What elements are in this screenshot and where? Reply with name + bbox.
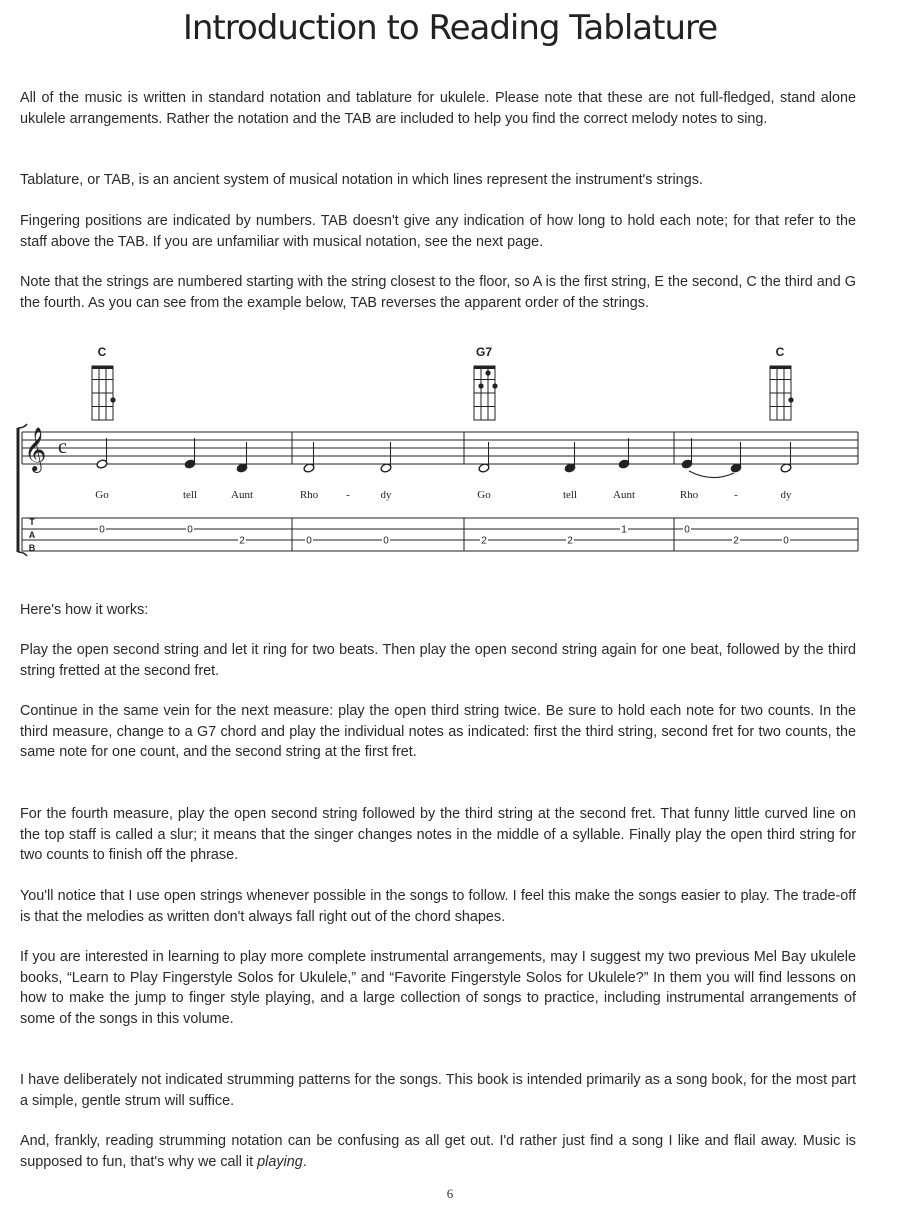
lyrics: [95, 489, 792, 501]
chord-label-c-2: C: [775, 345, 785, 359]
lyric-syllable: Go: [95, 489, 109, 501]
tab-number: 0: [99, 524, 105, 536]
chord-diagram-c-2: [770, 366, 794, 420]
closing-end: .: [302, 1153, 307, 1170]
standard-staff: [22, 432, 858, 464]
paragraph-fourth-measure: For the fourth measure, play the open second string followed by the third string at the second fret. That funny little curved line on the top staff is called a slur; it means that the singer changes notes in the middle of a syllable. Finally play the open third string for two counts to finish off the phrase.: [20, 806, 856, 863]
tab-number: 0: [684, 524, 690, 536]
paragraph-string-order: Note that the strings are numbered starting with the string closest to the floor, so A is the first string, E the second, C the third and G the fourth. As you can see from the example below, TAB reverses the apparent order of the strings.: [20, 274, 856, 311]
paragraph-closing: [20, 1131, 856, 1172]
lyric-syllable: dy: [380, 489, 392, 501]
lyric-syllable: Go: [477, 489, 491, 501]
slur: [689, 471, 734, 478]
lyric-syllable: tell: [182, 489, 198, 501]
lyric-syllable: Rho: [299, 489, 319, 501]
chord-label-c-1: C: [97, 345, 107, 359]
time-signature: c: [58, 436, 67, 458]
tab-letter: T: [29, 517, 35, 527]
chord-label-g7: G7: [475, 345, 493, 359]
treble-clef: 𝄞: [24, 427, 47, 471]
tab-number: 2: [239, 535, 245, 547]
page-title: Introduction to Reading Tablature: [182, 8, 718, 48]
lyric-syllable: dy: [780, 489, 792, 501]
lyric-syllable: -: [734, 489, 738, 501]
chord-diagram-g7: [474, 366, 498, 420]
chord-diagram-c-1: [92, 366, 116, 420]
paragraph-fingering: Fingering positions are indicated by numbers. TAB doesn't give any indication of how long to hold each note; for that refer to the staff above the TAB. If you are unfamiliar with musical notation, see the next page.: [20, 213, 856, 250]
lyric-syllable: -: [346, 489, 350, 501]
tab-number: 1: [621, 524, 627, 536]
lyric-syllable: Rho: [679, 489, 699, 501]
lyric-syllable: tell: [562, 489, 578, 501]
page-number: 6: [446, 1186, 454, 1201]
closing-text: And, frankly, reading strumming notation can be confusing as all get out. I'd rather just find a song I like and flail away. Music is supposed to fun, that's why we call it: [20, 1133, 856, 1170]
lyric-syllable: Aunt: [613, 489, 635, 501]
notes: [96, 438, 792, 478]
paragraph-intro: All of the music is written in standard notation and tablature for ukulele. Please note that these are not full-fledged, stand alone ukulele arrangements. Rather the notation and the TAB are included to help you find the correct melody notes to sing.: [20, 90, 856, 127]
tab-letter: A: [28, 530, 36, 540]
paragraph-first-measure: Play the open second string and let it ring for two beats. Then play the open second string again for one beat, followed by the third string fretted at the second fret.: [20, 642, 856, 679]
tab-number: 2: [567, 535, 573, 547]
tab-number: 0: [383, 535, 389, 547]
tab-number: 2: [481, 535, 487, 547]
lyric-syllable: Aunt: [231, 489, 253, 501]
paragraph-other-books: If you are interested in learning to play more complete instrumental arrangements, may I suggest my two previous Mel Bay ukulele books, “Learn to Play Fingerstyle Solos for Ukulele,” and “Favorite Fingerstyle Solos for Ukulele?” In them you will find lessons on how to make the jump to finger style playing, and a large collection of songs to practice, including instrumental arrangements of some of the songs in this volume.: [20, 949, 856, 1027]
closing-emphasis: playing: [257, 1153, 303, 1170]
tab-number: 0: [306, 535, 312, 547]
tab-letter: B: [28, 543, 36, 553]
music-example: [14, 340, 864, 565]
paragraph-tab-definition: Tablature, or TAB, is an ancient system of musical notation in which lines represent the instrument's strings.: [20, 172, 703, 188]
paragraph-open-strings: You'll notice that I use open strings whenever possible in the songs to follow. I feel this make the songs easier to play. The trade-off is that the melodies as written don't always fall right out of the chord shapes.: [20, 888, 856, 925]
tab-number: 2: [733, 535, 739, 547]
tab-number: 0: [187, 524, 193, 536]
tab-numbers: [98, 524, 790, 547]
paragraph-how-it-works: Here's how it works:: [20, 602, 149, 618]
tab-number: 0: [783, 535, 789, 547]
paragraph-strumming: I have deliberately not indicated strumming patterns for the songs. This book is intended primarily as a song book, for the most part a simple, gentle strum will suffice.: [20, 1072, 856, 1109]
paragraph-second-third-measure: Continue in the same vein for the next measure: play the open third string twice. Be sure to hold each note for two counts. In the third measure, change to a G7 chord and play the individual notes as indicated: first the third string, second fret for two counts, the same note for one count, and the second string at the first fret.: [20, 703, 856, 760]
